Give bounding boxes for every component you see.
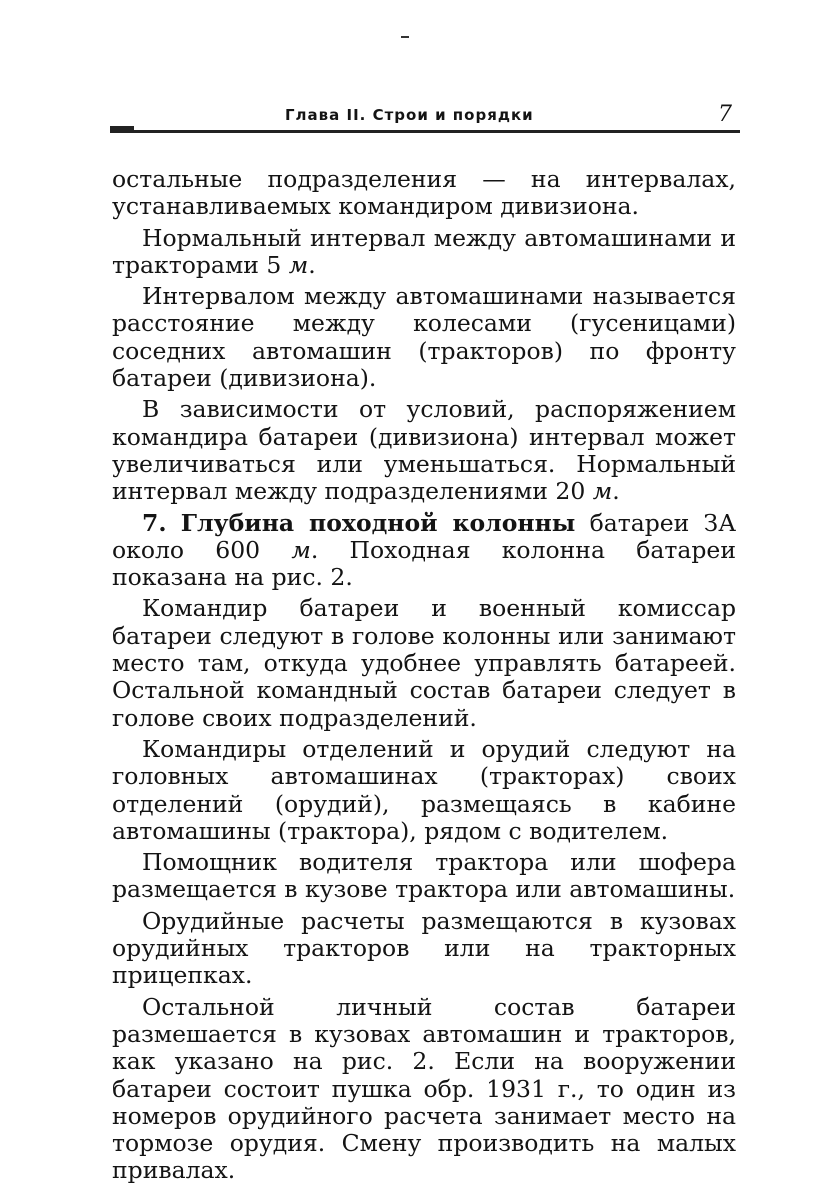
- paragraph-4: [112, 396, 736, 505]
- paragraph-3: Интервалом между автомашинами называется расстояние между колесами (гусеницами) соседних автомашин (тракторов) по фронту батареи (дивизиона).: [112, 282, 736, 393]
- unit-meters: м: [592, 477, 613, 506]
- paragraph-5-text: батареи ЗА около 600: [112, 508, 736, 564]
- head-rule: [110, 130, 740, 133]
- top-mark: [401, 36, 409, 38]
- paragraph-4-end: .: [612, 477, 620, 506]
- unit-meters: м: [288, 250, 309, 279]
- paragraph-1: остальные подразделения — на интервалах, устанавливаемых командиром дивизиона.: [112, 165, 736, 221]
- paragraph-5-end: . Походная колонна батареи показана на рис. 2.: [112, 535, 736, 592]
- page-number: 7: [718, 102, 732, 127]
- paragraph-2-end: .: [308, 250, 316, 279]
- paragraph-8: Помощник водителя трактора или шофера размещается в кузове трактора или автомашины.: [112, 848, 736, 904]
- paragraph-9: Орудийные расчеты размещаются в кузовах орудийных тракторов или на тракторных прицепках.: [112, 906, 736, 990]
- paragraph-6: Командир батареи и военный комиссар батареи следуют в голове колонны или занимают место там, откуда удобнее управлять батареей. Остальной командный состав батареи следует в голове своих подразделений.: [112, 594, 736, 732]
- paragraph-10: Остальной личный состав батареи размешается в кузовах автомашин и тракторов, как указано на рис. 2. Если на вооружении батареи состоит пушка обр. 1931 г., то один из номеров орудийного расчета занимает место на тормозе орудия. Смену производить на малых привалах.: [112, 992, 736, 1185]
- section-title: Глубина походной колонны: [180, 508, 576, 537]
- paragraph-7: Командиры отделений и орудий следуют на головных автомашинах (тракторах) своих отделений (орудий), размещаясь в кабине автомашины (трактора), рядом с водителем.: [112, 734, 736, 845]
- body-text: [112, 166, 736, 1189]
- section-number: 7.: [142, 508, 167, 537]
- paragraph-2: [112, 225, 736, 280]
- running-head: [110, 102, 740, 132]
- paragraph-5: [112, 510, 736, 592]
- paragraph-4-text: В зависимости от условий, распоряжением командира батареи (дивизиона) интервал может увеличиваться или уменьшаться. Нормальный интервал между подразделениями 20: [112, 395, 736, 506]
- unit-meters: м: [291, 535, 311, 564]
- paragraph-2-text: Нормальный интервал между автомашинами и тракторами 5: [112, 223, 736, 279]
- running-title: Глава II. Строи и порядки: [285, 106, 534, 124]
